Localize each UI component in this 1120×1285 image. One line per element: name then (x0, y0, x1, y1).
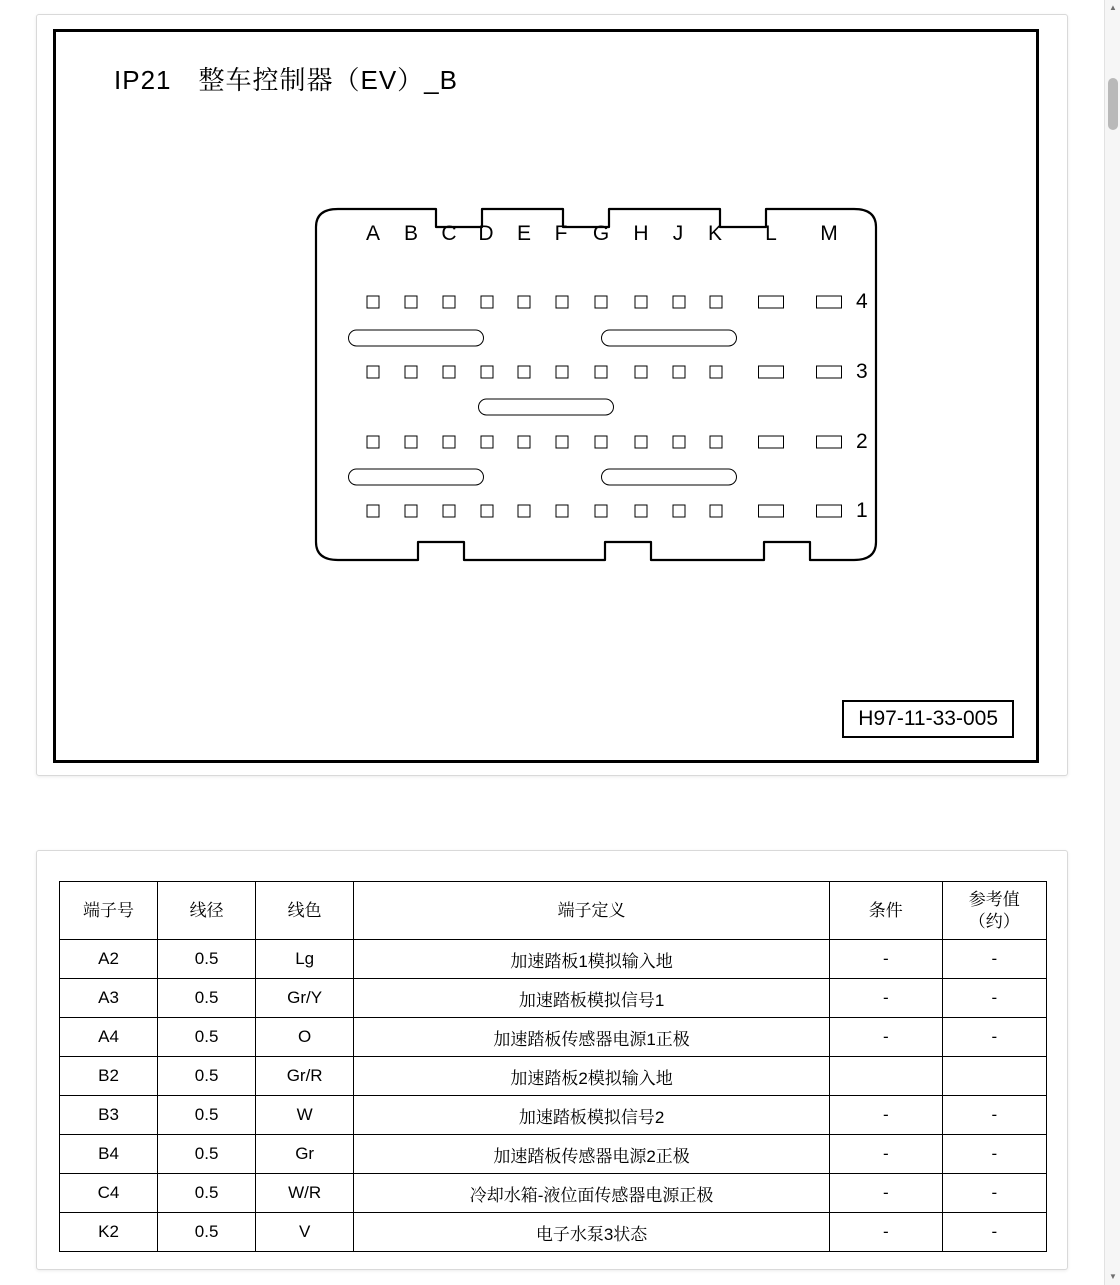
scrollbar-thumb[interactable] (1108, 78, 1118, 130)
column-label-D: D (478, 222, 494, 245)
pin-E4 (518, 296, 531, 309)
pin-D2 (481, 436, 494, 449)
pin-M3 (816, 366, 842, 379)
header-reference-line1: 参考值 (968, 890, 1020, 910)
cell-condition (829, 1057, 942, 1096)
pin-J4 (673, 296, 686, 309)
scroll-up-arrow[interactable]: ▲ (1109, 3, 1117, 12)
header-terminal: 端子号 (60, 882, 158, 940)
pin-F1 (556, 505, 569, 518)
cell-gauge: 0.5 (158, 940, 256, 979)
column-label-C: C (441, 222, 457, 245)
pin-G1 (595, 505, 608, 518)
pin-E3 (518, 366, 531, 379)
pin-M2 (816, 436, 842, 449)
cell-color: V (256, 1213, 354, 1252)
cell-reference: - (942, 979, 1046, 1018)
cell-gauge: 0.5 (158, 1213, 256, 1252)
pin-J1 (673, 505, 686, 518)
pin-M1 (816, 505, 842, 518)
table-body (60, 940, 1047, 1252)
cell-gauge: 0.5 (158, 1018, 256, 1057)
cell-color: Gr/Y (256, 979, 354, 1018)
cell-condition: - (829, 979, 942, 1018)
pin-table-card (36, 850, 1068, 1270)
row-label-3: 3 (856, 360, 868, 383)
pin-A2 (367, 436, 380, 449)
cell-gauge: 0.5 (158, 1135, 256, 1174)
cell-terminal: A4 (60, 1018, 158, 1057)
keying-slot-bottom-left (348, 469, 484, 486)
header-reference-line2: （约） (968, 911, 1020, 931)
row-label-2: 2 (856, 430, 868, 453)
cell-condition: - (829, 1018, 942, 1057)
pin-C2 (443, 436, 456, 449)
column-label-K: K (707, 222, 723, 245)
cell-definition: 加速踏板2模拟输入地 (354, 1057, 830, 1096)
pin-M4 (816, 296, 842, 309)
table-header-row (60, 882, 1047, 940)
pin-table-wrapper (59, 881, 1047, 1252)
figure-title: IP21 整车控制器（EV）_B (114, 65, 458, 95)
connector-diagram (256, 197, 896, 597)
cell-definition: 电子水泵3状态 (354, 1213, 830, 1252)
pin-G3 (595, 366, 608, 379)
cell-color: O (256, 1018, 354, 1057)
figure-card (36, 14, 1068, 776)
pin-C3 (443, 366, 456, 379)
cell-condition: - (829, 1174, 942, 1213)
pin-F3 (556, 366, 569, 379)
pin-H4 (635, 296, 648, 309)
cell-terminal: B4 (60, 1135, 158, 1174)
column-label-H: H (633, 222, 649, 245)
pin-F2 (556, 436, 569, 449)
cell-reference: - (942, 940, 1046, 979)
cell-color: W (256, 1096, 354, 1135)
table-row (60, 1135, 1047, 1174)
column-label-E: E (516, 222, 532, 245)
cell-definition: 加速踏板1模拟输入地 (354, 940, 830, 979)
pin-J3 (673, 366, 686, 379)
column-label-A: A (365, 222, 381, 245)
pin-A1 (367, 505, 380, 518)
table-row (60, 1174, 1047, 1213)
column-label-F: F (554, 222, 568, 245)
cell-definition: 加速踏板传感器电源1正极 (354, 1018, 830, 1057)
cell-terminal: A2 (60, 940, 158, 979)
table-row (60, 1057, 1047, 1096)
cell-color: Lg (256, 940, 354, 979)
vertical-scrollbar[interactable] (1104, 0, 1120, 1285)
keying-slot-top-left (348, 330, 484, 347)
column-label-J: J (672, 222, 684, 245)
cell-terminal: K2 (60, 1213, 158, 1252)
header-definition: 端子定义 (354, 882, 830, 940)
cell-gauge: 0.5 (158, 1096, 256, 1135)
cell-terminal: C4 (60, 1174, 158, 1213)
column-label-M: M (820, 222, 838, 245)
table-row (60, 940, 1047, 979)
figure-frame (53, 29, 1039, 763)
row-label-1: 1 (856, 499, 868, 522)
header-reference (942, 882, 1046, 940)
pin-C1 (443, 505, 456, 518)
pin-E2 (518, 436, 531, 449)
cell-reference: - (942, 1174, 1046, 1213)
keying-slot-bottom-right (601, 469, 737, 486)
pin-A3 (367, 366, 380, 379)
header-color: 线色 (256, 882, 354, 940)
header-gauge: 线径 (158, 882, 256, 940)
pin-D1 (481, 505, 494, 518)
pin-D3 (481, 366, 494, 379)
pin-B3 (405, 366, 418, 379)
cell-gauge: 0.5 (158, 979, 256, 1018)
column-label-G: G (592, 222, 610, 245)
cell-definition: 加速踏板传感器电源2正极 (354, 1135, 830, 1174)
figure-code-label: H97-11-33-005 (842, 700, 1014, 738)
cell-definition: 加速踏板模拟信号2 (354, 1096, 830, 1135)
cell-terminal: B2 (60, 1057, 158, 1096)
cell-gauge: 0.5 (158, 1057, 256, 1096)
pin-C4 (443, 296, 456, 309)
cell-condition: - (829, 1135, 942, 1174)
pin-K2 (710, 436, 723, 449)
column-label-B: B (403, 222, 419, 245)
pin-L3 (758, 366, 784, 379)
cell-definition: 冷却水箱-液位面传感器电源正极 (354, 1174, 830, 1213)
pin-K4 (710, 296, 723, 309)
keying-slot-top-right (601, 330, 737, 347)
cell-reference: - (942, 1096, 1046, 1135)
cell-condition: - (829, 1096, 942, 1135)
cell-definition: 加速踏板模拟信号1 (354, 979, 830, 1018)
pin-B1 (405, 505, 418, 518)
cell-color: Gr (256, 1135, 354, 1174)
cell-reference (942, 1057, 1046, 1096)
table-row (60, 979, 1047, 1018)
pin-B4 (405, 296, 418, 309)
pin-B2 (405, 436, 418, 449)
header-condition: 条件 (829, 882, 942, 940)
pin-L2 (758, 436, 784, 449)
connector-outline-svg (256, 197, 896, 597)
pin-J2 (673, 436, 686, 449)
table-header (60, 882, 1047, 940)
pin-G2 (595, 436, 608, 449)
cell-color: Gr/R (256, 1057, 354, 1096)
pin-E1 (518, 505, 531, 518)
pin-D4 (481, 296, 494, 309)
row-label-4: 4 (856, 290, 868, 313)
cell-terminal: A3 (60, 979, 158, 1018)
pin-G4 (595, 296, 608, 309)
pin-K1 (710, 505, 723, 518)
cell-terminal: B3 (60, 1096, 158, 1135)
cell-condition: - (829, 940, 942, 979)
table-row (60, 1096, 1047, 1135)
pin-K3 (710, 366, 723, 379)
connector-column-labels (256, 222, 856, 246)
keying-slot-middle (478, 399, 614, 416)
cell-color: W/R (256, 1174, 354, 1213)
pin-L1 (758, 505, 784, 518)
pin-L4 (758, 296, 784, 309)
pin-H3 (635, 366, 648, 379)
cell-gauge: 0.5 (158, 1174, 256, 1213)
pin-H1 (635, 505, 648, 518)
column-label-L: L (765, 222, 777, 245)
pin-H2 (635, 436, 648, 449)
cell-reference: - (942, 1018, 1046, 1057)
table-row (60, 1018, 1047, 1057)
pin-F4 (556, 296, 569, 309)
cell-reference: - (942, 1135, 1046, 1174)
cell-condition: - (829, 1213, 942, 1252)
cell-reference: - (942, 1213, 1046, 1252)
scroll-down-arrow[interactable]: ▼ (1109, 1272, 1117, 1281)
pin-A4 (367, 296, 380, 309)
pin-definition-table (59, 881, 1047, 1252)
table-row (60, 1213, 1047, 1252)
